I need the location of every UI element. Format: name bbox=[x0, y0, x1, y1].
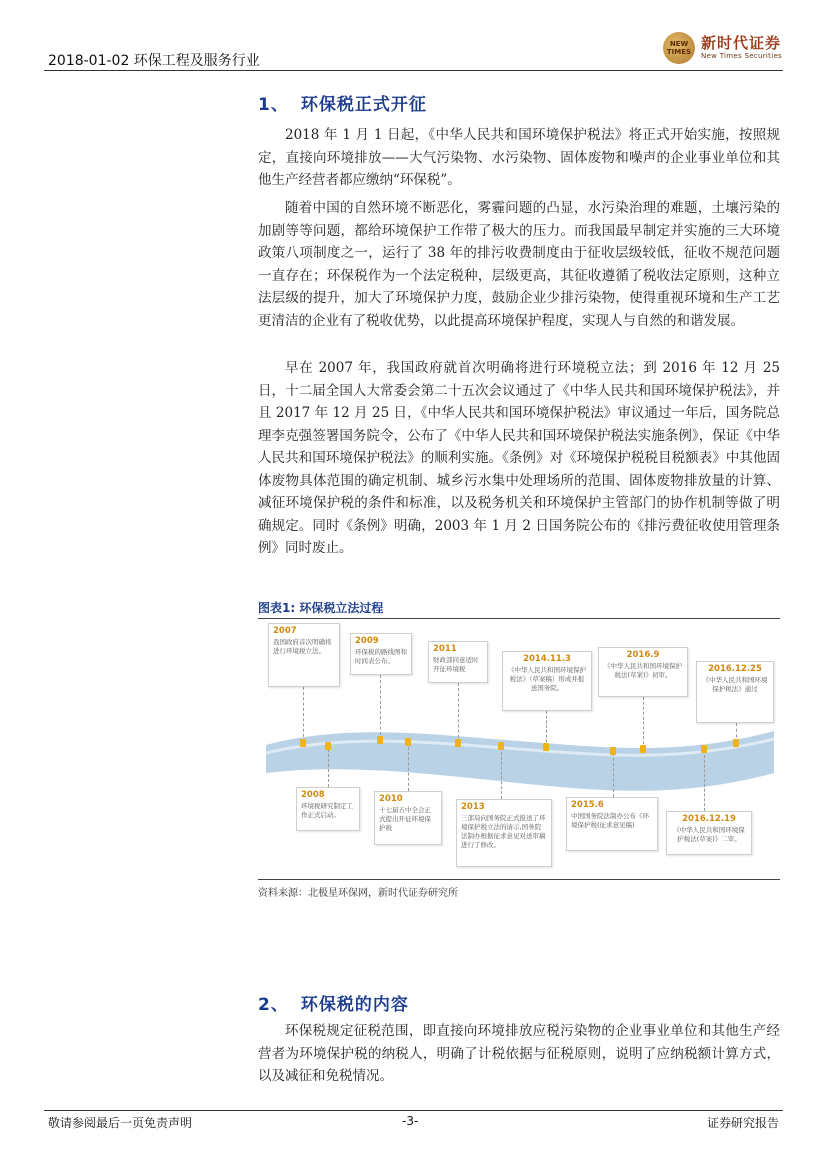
event-year: 2007 bbox=[273, 626, 297, 636]
timeline-event bbox=[696, 661, 774, 723]
connector-2013 bbox=[501, 747, 502, 799]
connector-2011 bbox=[458, 683, 459, 743]
connector-2009 bbox=[380, 675, 381, 740]
timeline-event bbox=[598, 647, 688, 697]
event-year: 2014.11.3 bbox=[523, 654, 571, 664]
section-1-number: 1、 bbox=[258, 95, 289, 115]
tick-2011 bbox=[455, 739, 461, 747]
page-number: -3- bbox=[402, 1114, 419, 1128]
section-2-heading bbox=[258, 990, 409, 1015]
tick-2014 bbox=[543, 743, 549, 751]
event-year: 2016.9 bbox=[626, 650, 660, 660]
timeline-event bbox=[566, 797, 658, 851]
tick-2015 bbox=[610, 747, 616, 755]
timeline-event bbox=[350, 633, 412, 675]
connector-2008 bbox=[328, 749, 329, 787]
section-2-title: 环保税的内容 bbox=[300, 995, 409, 1015]
timeline-event bbox=[296, 787, 360, 831]
event-year: 2011 bbox=[433, 644, 457, 654]
section-1-title: 环保税正式开征 bbox=[300, 95, 427, 115]
event-text: 中国国务院法制办公布《环境保护税(征求意见稿) bbox=[571, 812, 649, 829]
event-text: 财政部同意适时开征环境税 bbox=[433, 656, 479, 673]
section-1-paragraph-2: 随着中国的自然环境不断恶化，雾霾问题的凸显，水污染治理的难题，土壤污染的加剧等等问题，都给环境保护工作带了极大的压力。而我国最早制定并实施的三大环境政策八项制度之一，运行了 38 年的排污收费制度由于征收层级较低，征收不规范问题一直存在；环保税作为一个法定税种，层级更高，其征收遵循了税收法定原则，这种立法层级的提升，加大了环境保护力度，鼓励企业少排污染物，使得重视环境和生产工艺更清洁的企业有了税收优势，以此提高环境保护程度，实现人与自然的和谐发展。 bbox=[258, 200, 780, 329]
event-year: 2013 bbox=[461, 802, 485, 812]
timeline-event bbox=[456, 799, 552, 867]
figure-source: 资料来源：北极星环保网，新时代证券研究所 bbox=[258, 888, 458, 899]
event-text: 三部局向国务院正式报送了环境保护税立法的请示,国务院法制办根据征求意见对送审稿进行了修改。 bbox=[461, 814, 546, 849]
footer-disclaimer: 敬请参阅最后一页免责声明 bbox=[48, 1116, 193, 1130]
tick-2007 bbox=[300, 739, 306, 747]
section-1-paragraph-3: 早在 2007 年，我国政府就首次明确将进行环境税立法；到 2016 年 12 月 25 日，十二届全国人大常委会第二十五次会议通过了《中华人民共和国环境保护税法》，并且 2017 年 12 月 25 日，《中华人民共和国环境保护税法》审议通过一年后，国务院总理李克强签署国务院令，公布了《中华人民共和国环境保护税法实施条例》，保证《中华人民共和国环境保护税法》的顺利实施。《条例》对《环境保护税税目税额表》中其他固体废物具体范围的确定机制、城乡污水集中处理场所的范围、固体废物排放量的计算、减征环境保护税的条件和标准，以及税务机关和环境保护主管部门的协作机制等做了明确规定。同时《条例》明确，2003 年 1 月 2 日国务院公布的《排污费征收使用管理条例》同时废止。 bbox=[258, 360, 780, 556]
timeline-event bbox=[268, 623, 340, 687]
logo-english-name: New Times Securities bbox=[701, 52, 782, 60]
event-text: 《中华人民共和国环境保护税法》（草案稿）形成并报送国务院。 bbox=[508, 666, 586, 692]
section-1-heading bbox=[258, 90, 427, 115]
tick-2016-12-25 bbox=[733, 739, 739, 747]
timeline-event bbox=[666, 811, 752, 855]
timeline-event bbox=[428, 641, 488, 683]
footer-divider bbox=[44, 1110, 783, 1111]
brand-logo bbox=[663, 30, 785, 68]
connector-2016-12-19 bbox=[704, 755, 705, 811]
figure-title: 图表1: 环保税立法过程 bbox=[258, 601, 384, 615]
connector-2015 bbox=[613, 753, 614, 797]
timeline-event bbox=[374, 791, 442, 845]
section-2-paragraph-1: 环保税规定征税范围，即直接向环境排放应税污染物的企业事业单位和其他生产经营者为环境保护税的纳税人，明确了计税依据与征税原则，说明了应纳税额计算方式，以及减征和免税情况。 bbox=[258, 1023, 780, 1084]
event-text: 环境税研究制定工作正式启动。 bbox=[301, 802, 353, 819]
timeline-event bbox=[502, 651, 592, 711]
event-text: 《中华人民共和国环境保护税法》通过 bbox=[702, 676, 768, 693]
event-year: 2016.12.19 bbox=[682, 814, 736, 824]
event-text: 环保税的路线图和时间表公布。 bbox=[355, 648, 407, 665]
figure-bottom-rule bbox=[258, 879, 780, 880]
logo-chinese-name: 新时代证券 bbox=[701, 34, 782, 52]
tick-2016-12-19 bbox=[701, 745, 707, 753]
legislation-timeline bbox=[258, 623, 780, 875]
connector-2010 bbox=[408, 747, 409, 791]
event-year: 2009 bbox=[355, 636, 379, 646]
event-year: 2016.12.25 bbox=[708, 664, 762, 674]
event-text: 《中华人民共和国环境保护税法(草案)》二审。 bbox=[673, 826, 745, 843]
footer-report-type: 证券研究报告 bbox=[706, 1116, 779, 1130]
connector-2014 bbox=[546, 711, 547, 747]
event-text: 十七届五中全会正式提出开征环境保护税 bbox=[379, 806, 431, 832]
tick-2016-9 bbox=[640, 745, 646, 753]
header-date-industry: 2018-01-02 环保工程及服务行业 bbox=[48, 53, 260, 69]
connector-2007 bbox=[303, 687, 304, 742]
logo-mark-text: NEW TIMES bbox=[666, 40, 692, 56]
section-1-paragraph-1: 2018 年 1 月 1 日起，《中华人民共和国环境保护税法》将正式开始实施，按照规定，直接向环境排放——大气污染物、水污染物、固体废物和噪声的企业事业单位和其他生产经营者都应缴纳“环保税”。 bbox=[258, 127, 780, 188]
section-2-number: 2、 bbox=[258, 995, 289, 1015]
tick-2010 bbox=[405, 738, 411, 746]
event-year: 2008 bbox=[301, 790, 325, 800]
figure-top-rule bbox=[258, 618, 780, 619]
tick-2013 bbox=[498, 742, 504, 750]
logo-mark-icon bbox=[663, 32, 695, 64]
header-divider bbox=[44, 70, 783, 71]
connector-2016-9 bbox=[643, 697, 644, 749]
tick-2008 bbox=[325, 742, 331, 750]
wave-band bbox=[266, 731, 774, 791]
event-year: 2015.6 bbox=[571, 800, 604, 810]
event-year: 2010 bbox=[379, 794, 403, 804]
tick-2009 bbox=[377, 736, 383, 744]
event-text: 《中华人民共和国环境保护税法(草案)》初审。 bbox=[604, 662, 682, 679]
event-text: 我国政府首次明确将进行环境税立法。 bbox=[273, 638, 332, 655]
